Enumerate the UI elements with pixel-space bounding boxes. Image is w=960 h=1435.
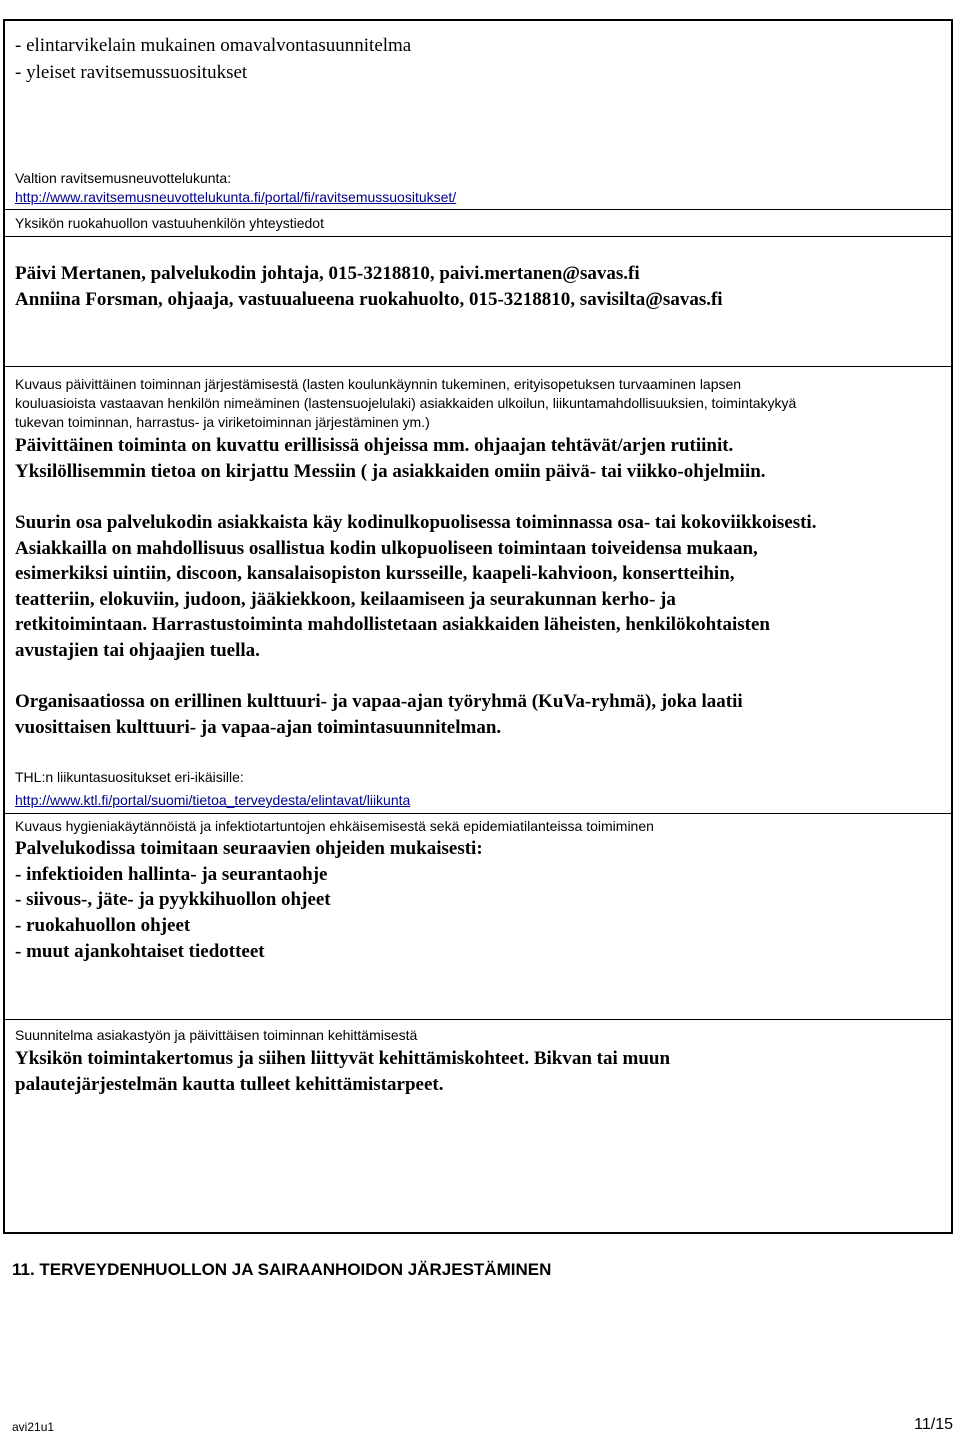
daily-text-line: teatteriin, elokuviin, judoon, jääkiekkoon, keilaamiseen ja seurakunnan kerho- ja (15, 589, 676, 610)
daily-text-line: retkitoimintaan. Harrastustoiminta mahdollistetaan asiakkaiden läheisten, henkilökohtaisten (15, 614, 770, 635)
daily-text-line: Asiakkailla on mahdollisuus osallistua kodin ulkopuoliseen toimintaan toiveidensa mukaan, (15, 538, 758, 559)
hygiene-line: - infektioiden hallinta- ja seurantaohje (15, 864, 328, 885)
divider (5, 236, 951, 237)
footer-doc-id: avi21u1 (12, 1420, 55, 1434)
contact-line: Päivi Mertanen, palvelukodin johtaja, 015-3218810, paivi.mertanen@savas.fi (15, 263, 640, 284)
nutrition-label: Valtion ravitsemusneuvottelukunta: (15, 170, 232, 186)
divider (5, 813, 951, 814)
daily-text-line: Yksilöllisemmin tietoa on kirjattu Messiin ( ja asiakkaiden omiin päivä- tai viikko-ohjelmiin. (15, 461, 766, 482)
contact-line: Anniina Forsman, ohjaaja, vastuualueena ruokahuolto, 015-3218810, savisilta@savas.fi (15, 289, 723, 310)
divider (5, 366, 951, 367)
footer-page-number: 11/15 (914, 1416, 953, 1433)
plan-line: Yksikön toimintakertomus ja siihen liittyvät kehittämiskohteet. Bikvan tai muun (15, 1048, 671, 1069)
daily-text-line: Päivittäinen toiminta on kuvattu erillisissä ohjeissa mm. ohjaajan tehtävät/arjen rutiinit. (15, 435, 734, 456)
daily-description-line: Kuvaus päivittäinen toiminnan järjestämisestä (lasten koulunkäynnin tukeminen, erityisopetuksen turvaaminen lapsen (15, 376, 742, 392)
daily-text-line: Organisaatiossa on erillinen kulttuuri- ja vapaa-ajan työryhmä (KuVa-ryhmä), joka laatii (15, 691, 743, 712)
nutrition-link[interactable]: http://www.ravitsemusneuvottelukunta.fi/portal/fi/ravitsemussuositukset/ (15, 189, 457, 205)
daily-text-line: avustajien tai ohjaajien tuella. (15, 640, 260, 661)
plan-line: palautejärjestelmän kautta tulleet kehittämistarpeet. (15, 1074, 444, 1095)
section-heading: 11. TERVEYDENHUOLLON JA SAIRAANHOIDON JÄRJESTÄMINEN (12, 1260, 552, 1279)
hygiene-line: - siivous-, jäte- ja pyykkihuollon ohjeet (15, 889, 331, 910)
intro-line: - yleiset ravitsemussuositukset (15, 62, 248, 83)
daily-text-line: vuosittaisen kulttuuri- ja vapaa-ajan toimintasuunnitelman. (15, 717, 502, 738)
contacts-label: Yksikön ruokahuollon vastuuhenkilön yhteystiedot (15, 215, 324, 231)
intro-line: - elintarvikelain mukainen omavalvontasuunnitelma (15, 35, 412, 56)
daily-description-line: kouluasioista vastaavan henkilön nimeäminen (lastensuojelulaki) asiakkaiden ulkoilun, liikuntamahdollisuuksien, toimintakykyä (15, 395, 797, 411)
daily-description-line: tukevan toiminnan, harrastus- ja viriketoiminnan järjestäminen ym.) (15, 414, 430, 430)
hygiene-line: - ruokahuollon ohjeet (15, 915, 191, 936)
daily-text-line: Suurin osa palvelukodin asiakkaista käy kodinulkopuolisessa toiminnassa osa- tai kokoviikkoisesti. (15, 512, 817, 533)
thl-label: THL:n liikuntasuositukset eri-ikäisille: (15, 769, 244, 785)
divider (5, 1019, 951, 1020)
thl-link[interactable]: http://www.ktl.fi/portal/suomi/tietoa_terveydesta/elintavat/liikunta (15, 792, 411, 808)
hygiene-line: Palvelukodissa toimitaan seuraavien ohjeiden mukaisesti: (15, 838, 483, 859)
divider (5, 209, 951, 210)
plan-description: Suunnitelma asiakastyön ja päivittäisen toiminnan kehittämisestä (15, 1027, 418, 1043)
hygiene-line: - muut ajankohtaiset tiedotteet (15, 941, 265, 962)
form-frame (3, 19, 953, 1234)
daily-text-line: esimerkiksi uintiin, discoon, kansalaisopiston kursseille, kaapeli-kahvioon, konsertteihin, (15, 563, 735, 584)
hygiene-description: Kuvaus hygieniakäytännöistä ja infektiotartuntojen ehkäisemisestä sekä epidemiatilanteissa toimiminen (15, 818, 654, 834)
